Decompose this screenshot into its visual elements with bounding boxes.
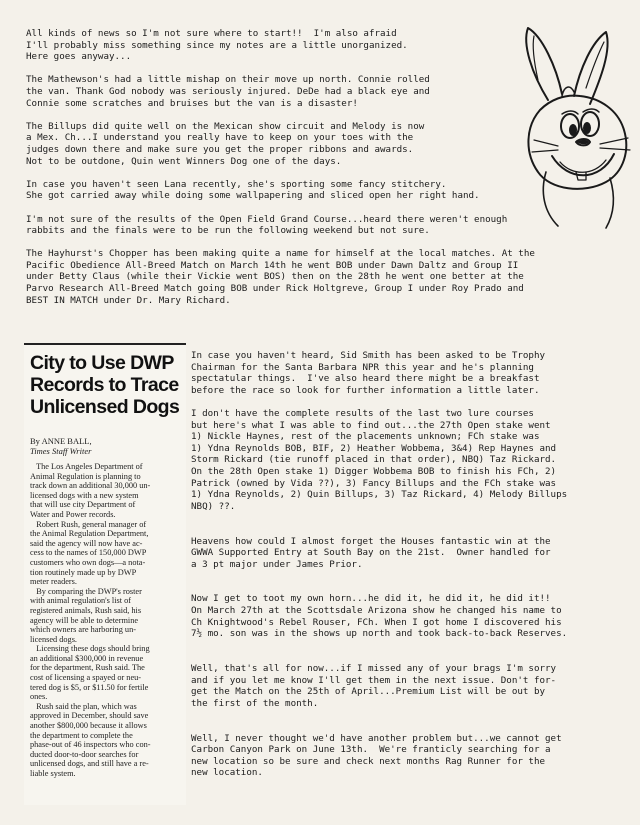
clipping-line: unlicensed dogs, and still have a re- [30,759,149,769]
text-line: under Betty Claus (while their Vickie went BOS) then on the 28th he went one better at the [26,271,524,283]
text-line: Pacific Obedience All-Breed Match on March 14th he went BOB under Dawn Daltz and Group II [26,259,519,271]
text-line: the first of the month. [191,697,319,709]
text-line: All kinds of news so I'm not sure where to start!! I'm also afraid [26,28,397,39]
text-line: She got carried away while doing some wallpapering and sliced open her right hand. [26,190,480,202]
clipping-line: Rush said the plan, which was [30,701,137,711]
text-line [191,721,567,733]
text-line: GWWA Supported Entry at South Bay on the 21st. Owner handled for [191,547,551,559]
text-line: On March 27th at the Scottsdale Arizona show he changed his name to [191,605,562,617]
clipping-line: ones. [30,692,48,702]
text-line: Connie some scratches and bruises but the van is a disaster! [26,97,358,109]
text-line: Patrick (owned by Vida ??), 3) Fancy Billups and the FCh stake was [191,477,557,489]
text-line [191,640,567,652]
text-line: 1) Ydna Reynolds BOB, BIF, 2) Heather Wobbema, 3&4) Rep Haynes and [191,442,557,454]
text-line [191,570,567,582]
text-line [191,396,567,408]
clipping-line: agency will be able to determine [30,615,139,625]
text-line [191,524,567,536]
clipping-line: an additional $300,000 in revenue [30,653,144,663]
clipping-headline [30,352,180,418]
clipping-body [30,462,180,779]
text-line [191,709,567,721]
text-line: Now I get to toot my own horn...he did it, he did it, he did it!! [191,593,551,605]
text-line: but here's what I was able to find out...the 27th Open stake went [191,419,551,431]
clipping-line: meter readers. [30,577,77,587]
text-line [26,109,535,121]
text-line [26,202,535,214]
text-line [191,582,567,594]
text-line: before the race so look for further information a little later. [191,384,540,396]
headline-line-1: City to Use DWP [30,352,174,374]
text-line: I'll probably miss something since my notes are a little unorganized. [26,39,408,51]
clipping-line: which owners are harboring un- [30,625,136,635]
text-line: new location. [191,767,263,779]
text-line: a Mex. Ch...I understand you really have to keep on your toes with the [26,132,414,144]
text-line: The Hayhurst's Chopper has been making quite a name for himself at the local matches. At the [26,248,535,260]
text-line [26,237,535,249]
clipping-line: said the agency will now have ac- [30,538,143,548]
cartoon-rabbit-icon [488,22,638,232]
text-line: In case you haven't seen Lana recently, she's sporting some fancy stitchery. [26,178,447,190]
byline-author: By ANNE BALL, [30,436,92,446]
clipping-line: liable system. [30,769,76,778]
text-line: On the 28th Open stake 1) Digger Wobbema BOB to finish his FCh, 2) [191,465,557,477]
clipping-line: registered animals, Rush said, his [30,605,142,615]
text-line: The Mathewson's had a little mishap on their move up north. Connie rolled [26,74,430,86]
clipping-line: cess to the names of 150,000 DWP [30,548,147,558]
clipping-line: Licensing these dogs should bring [30,644,150,654]
text-line [26,63,535,75]
clipping-line: licensed dogs. [30,634,78,644]
headline-line-2: Records to Trace [30,374,179,396]
text-line [191,512,567,524]
text-line: a 3 pt major under James Prior. [191,558,363,570]
text-line: Heavens how could I almost forget the Houses fantastic win at the [191,535,551,547]
text-line [191,651,567,663]
text-line: Not to be outdone, Quin went Winners Dog one of the days. [26,155,342,167]
clipping-line: that will use city Department of [30,500,136,510]
clipping-line: tered dog is $5, or $11.50 for fertile [30,682,149,692]
text-line: Well, I never thought we'd have another problem but...we cannot get [191,732,562,744]
text-line: I don't have the complete results of the last two lure courses [191,407,534,419]
text-line: new location so be sure and check next months Rag Runner for the [191,755,546,767]
clipping-line: By comparing the DWP's roster [30,586,142,596]
text-line: 1) Ydna Reynolds, 2) Quin Billups, 3) Taz Rickard, 4) Melody Billups [191,489,568,501]
news-column-right [191,350,567,779]
text-line: get the Match on the 25th of April...Premium List will be out by [191,686,546,698]
text-line: In case you haven't heard, Sid Smith has been asked to be Trophy [191,350,546,361]
text-line: Carbon Canyon Park on June 13th. We're franticly searching for a [191,744,551,756]
text-line: Storm Rickard (tie runoff placed in that order), NBQ) Taz Rickard. [191,454,557,466]
clipping-line: customers who own dogs—a nota- [30,557,146,567]
text-line: Ch Knightwood's Rebel Rouser, FCh. When I got home I discovered his [191,616,562,628]
clipping-line: the department to complete the [30,730,133,740]
text-line: 7½ mo. son was in the shows up north and took back-to-back Reserves. [191,628,568,640]
clipping-line: another $800,000 because it allows [30,721,147,731]
text-line: the van. Thank God nobody was seriously injured. DeDe had a black eye and [26,85,430,97]
news-column-top [26,28,535,306]
clipping-line: cost of licensing a spayed or neu- [30,673,142,683]
clipping-line: for the department, Rush said. The [30,663,145,673]
text-line: Well, that's all for now...if I missed any of your brags I'm sorry [191,663,557,675]
byline-role: Times Staff Writer [30,446,92,456]
text-line: I'm not sure of the results of the Open Field Grand Course...heard there weren't enough [26,213,508,225]
text-line: Chairman for the Santa Barbara NPR this year and he's planning [191,361,534,373]
clipping-line: tion routinely made up by DWP [30,567,137,577]
clipping-line: Water and Power records. [30,509,116,519]
clipping-line: Animal Regulation is planning to [30,471,141,481]
text-line: Parvo Research All-Breed Match going BOB under Rick Holtgreve, Group I under Roy Prado and [26,283,524,295]
headline-line-3: Unlicensed Dogs [30,396,180,418]
clipping-line: with animal regulation's list of [30,596,132,606]
text-line: NBQ) ??. [191,500,236,512]
clipping-line: The Los Angeles Department of [30,462,143,471]
clipping-line: phase-out of 46 inspectors who con- [30,740,151,750]
clipping-byline [30,436,92,456]
clipping-line: approved in December, should save [30,711,149,721]
text-line: spectatular things. I've also heard there might be a breakfast [191,373,540,385]
clipping-line: the Animal Regulation Department, [30,529,149,539]
clipping-line: ducted door-to-door searches for [30,749,139,759]
text-line: 1) Nickle Haynes, rest of the placements unknown; FCh stake was [191,431,540,443]
clipping-line: Robert Rush, general manager of [30,519,147,529]
text-line: BEST IN MATCH under Dr. Mary Richard. [26,294,231,306]
text-line [26,167,535,179]
text-line: The Billups did quite well on the Mexican show circuit and Melody is now [26,120,425,132]
text-line: rabbits and the finals were to be run the following weekend but not sure. [26,225,430,237]
text-line: and if you let me know I'll get them in the next issue. Don't for- [191,674,557,686]
text-line: Here goes anyway... [26,51,132,63]
clipping-line: licensed dogs with a new system [30,490,139,500]
text-line: judges down there and make sure you get the proper ribbons and awards. [26,143,414,155]
clipping-line: track down an additional 30,000 un- [30,481,151,491]
